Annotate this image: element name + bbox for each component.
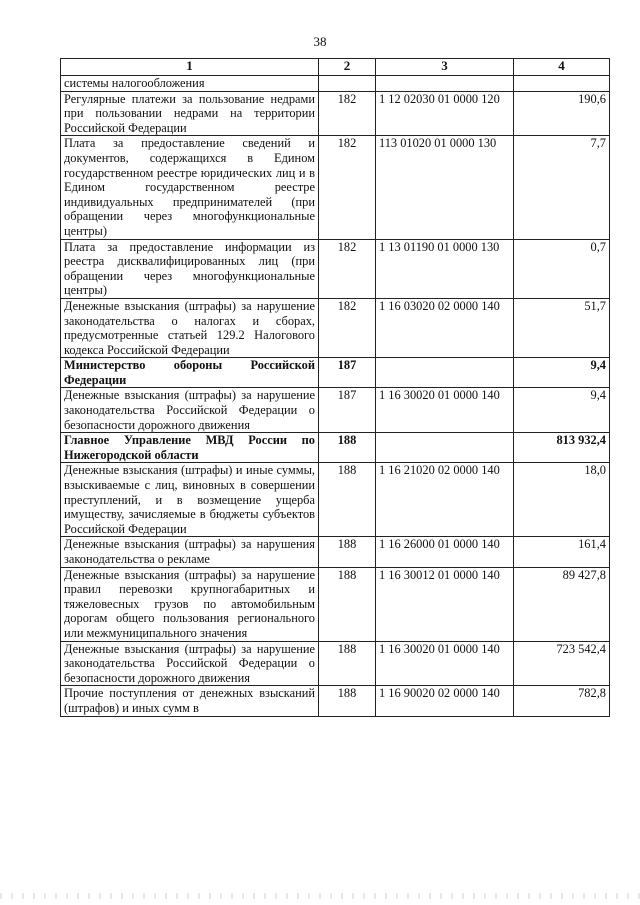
row-admin-code-cell: 182	[319, 298, 376, 357]
row-budget-code-cell	[376, 433, 514, 463]
table-body	[61, 76, 610, 717]
row-amount-cell: 782,8	[514, 686, 610, 716]
row-admin-code-cell: 182	[319, 136, 376, 239]
row-budget-code-cell: 1 16 21020 02 0000 140	[376, 463, 514, 537]
row-amount-cell: 723 542,4	[514, 641, 610, 686]
table-row	[61, 239, 610, 298]
row-name-cell: Прочие поступления от денежных взысканий (штрафов) и иных сумм в	[61, 686, 319, 716]
row-name-cell: системы налогообложения	[61, 76, 319, 92]
row-amount-cell: 18,0	[514, 463, 610, 537]
table-row	[61, 91, 610, 136]
row-budget-code-cell: 1 16 03020 02 0000 140	[376, 298, 514, 357]
row-name-cell: Денежные взыскания (штрафы) за нарушение правил перевозки крупногабаритных и тяжеловесных грузов по автомобильным дорогам общего пользования регионального или межмуниципального значения	[61, 567, 319, 641]
row-name-cell: Денежные взыскания (штрафы) и иные суммы, взыскиваемые с лиц, виновных в совершении преступлений, и в возмещение ущерба имуществу, зачисляемые в бюджеты субъектов Российской Федерации	[61, 463, 319, 537]
table-row	[61, 537, 610, 567]
row-budget-code-cell: 1 16 30020 01 0000 140	[376, 388, 514, 433]
row-budget-code-cell: 1 16 30020 01 0000 140	[376, 641, 514, 686]
column-header-4: 4	[514, 59, 610, 76]
row-name-cell: Регулярные платежи за пользование недрами при пользовании недрами на территории Российской Федерации	[61, 91, 319, 136]
table-row	[61, 76, 610, 92]
table-row	[61, 433, 610, 463]
row-admin-code-cell: 187	[319, 388, 376, 433]
table-header-row	[61, 59, 610, 76]
row-name-cell: Денежные взыскания (штрафы) за нарушение законодательства о налогах и сборах, предусмотренные статьей 129.2 Налогового кодекса Российской Федерации	[61, 298, 319, 357]
row-budget-code-cell: 1 13 01190 01 0000 130	[376, 239, 514, 298]
row-admin-code-cell: 188	[319, 463, 376, 537]
column-header-1: 1	[61, 59, 319, 76]
scan-edge	[0, 893, 640, 899]
row-admin-code-cell: 188	[319, 537, 376, 567]
row-name-cell: Министерство обороны Российской Федерации	[61, 358, 319, 388]
row-admin-code-cell: 187	[319, 358, 376, 388]
row-name-cell: Денежные взыскания (штрафы) за нарушение законодательства Российской Федерации о безопасности дорожного движения	[61, 388, 319, 433]
row-budget-code-cell: 1 16 26000 01 0000 140	[376, 537, 514, 567]
row-budget-code-cell: 1 12 02030 01 0000 120	[376, 91, 514, 136]
column-header-3: 3	[376, 59, 514, 76]
table-row	[61, 686, 610, 716]
row-amount-cell	[514, 76, 610, 92]
row-amount-cell: 89 427,8	[514, 567, 610, 641]
table-row	[61, 136, 610, 239]
row-amount-cell: 9,4	[514, 388, 610, 433]
row-name-cell: Денежные взыскания (штрафы) за нарушения законодательства о рекламе	[61, 537, 319, 567]
table-row	[61, 463, 610, 537]
row-admin-code-cell: 188	[319, 686, 376, 716]
row-budget-code-cell: 113 01020 01 0000 130	[376, 136, 514, 239]
row-name-cell: Главное Управление МВД России по Нижегородской области	[61, 433, 319, 463]
row-amount-cell: 190,6	[514, 91, 610, 136]
row-admin-code-cell: 188	[319, 433, 376, 463]
table-row	[61, 388, 610, 433]
row-budget-code-cell	[376, 358, 514, 388]
row-name-cell: Плата за предоставление информации из реестра дисквалифицированных лиц (при обращении через многофункциональные центры)	[61, 239, 319, 298]
row-amount-cell: 813 932,4	[514, 433, 610, 463]
row-name-cell: Плата за предоставление сведений и документов, содержащихся в Едином государственном реестре юридических лиц и в Едином государственном реестре индивидуальных предпринимателей (при обращении через многофункциональные центры)	[61, 136, 319, 239]
row-budget-code-cell: 1 16 30012 01 0000 140	[376, 567, 514, 641]
row-admin-code-cell: 188	[319, 567, 376, 641]
row-admin-code-cell	[319, 76, 376, 92]
row-admin-code-cell: 182	[319, 239, 376, 298]
revenue-table	[60, 58, 610, 717]
page-number: 38	[313, 34, 327, 49]
row-amount-cell: 9,4	[514, 358, 610, 388]
row-admin-code-cell: 182	[319, 91, 376, 136]
column-header-2: 2	[319, 59, 376, 76]
row-name-cell: Денежные взыскания (штрафы) за нарушение законодательства Российской Федерации о безопасности дорожного движения	[61, 641, 319, 686]
row-amount-cell: 161,4	[514, 537, 610, 567]
row-admin-code-cell: 188	[319, 641, 376, 686]
row-amount-cell: 7,7	[514, 136, 610, 239]
table-row	[61, 567, 610, 641]
table-row	[61, 641, 610, 686]
row-amount-cell: 0,7	[514, 239, 610, 298]
row-budget-code-cell	[376, 76, 514, 92]
row-budget-code-cell: 1 16 90020 02 0000 140	[376, 686, 514, 716]
table-row	[61, 358, 610, 388]
row-amount-cell: 51,7	[514, 298, 610, 357]
table-row	[61, 298, 610, 357]
